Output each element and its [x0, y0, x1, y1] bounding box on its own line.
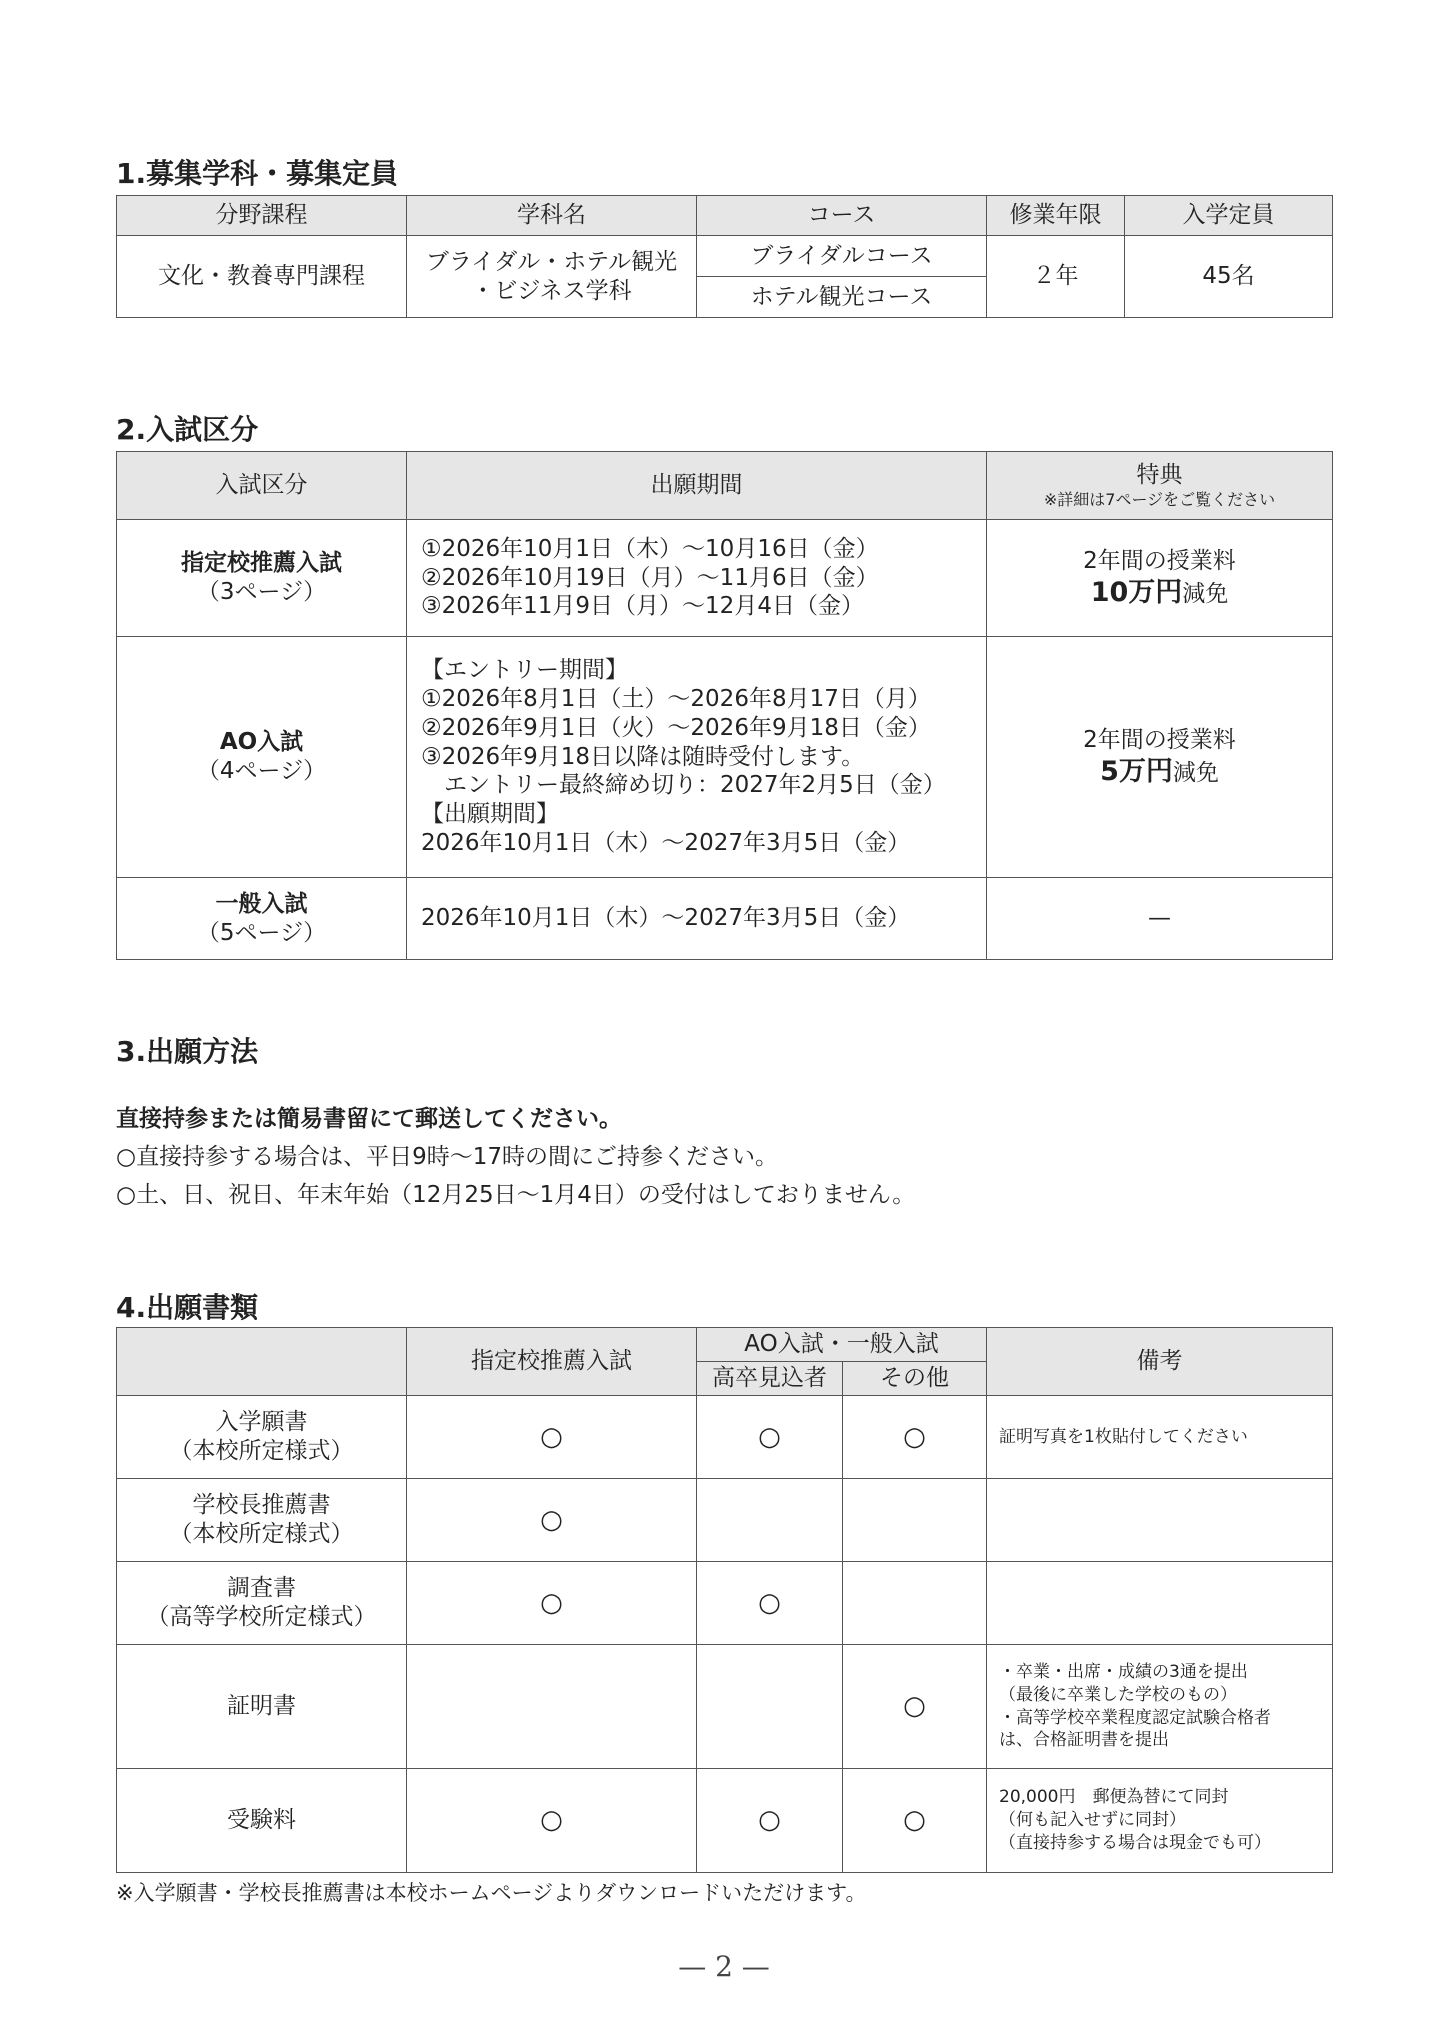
period-line: 【出願期間】 — [421, 801, 559, 828]
course-bridal: ブライダルコース — [697, 236, 987, 277]
dept-cell — [407, 236, 697, 318]
note-line: （直接持参する場合は現金でも可） — [999, 1832, 1271, 1853]
period-line: 2026年10月1日（木）～2027年3月5日（金） — [421, 905, 911, 932]
section-2-title: 2.入試区分 — [116, 413, 259, 446]
empty-cell — [697, 1645, 843, 1769]
period-shiteiko — [407, 520, 987, 637]
benefit-shiteiko — [987, 520, 1333, 637]
header-tokuten — [987, 452, 1333, 520]
required-mark: ○ — [697, 1769, 843, 1873]
period-line: ①2026年8月1日（土）～2026年8月17日（月） — [421, 686, 931, 713]
doc-note — [987, 1396, 1333, 1479]
header-blank — [117, 1328, 407, 1396]
application-item-1: ○直接持参する場合は、平日9時～17時の間にご持参ください。 — [116, 1144, 778, 1170]
note-line: 20,000円 郵便為替にて同封 — [999, 1787, 1229, 1808]
page-number: — 2 — — [678, 1950, 770, 1983]
note-line: 証明写真を1枚貼付してください — [999, 1426, 1248, 1447]
header-period: 出願期間 — [407, 452, 987, 520]
period-ippan — [407, 878, 987, 960]
header-capacity: 入学定員 — [1125, 196, 1333, 236]
exam-ao — [117, 637, 407, 878]
years-cell: ２年 — [987, 236, 1125, 318]
header-dept: 学科名 — [407, 196, 697, 236]
section-3-title: 3.出願方法 — [116, 1035, 259, 1068]
period-line: ①2026年10月1日（木）～10月16日（金） — [421, 535, 879, 562]
doc-note — [987, 1645, 1333, 1769]
header-sonota: その他 — [843, 1362, 987, 1396]
period-line: エントリー最終締め切り：2027年2月5日（金） — [421, 772, 946, 799]
note-line: （何も記入せずに同封） — [999, 1810, 1186, 1831]
header-shiteiko: 指定校推薦入試 — [407, 1328, 697, 1396]
note-line: （最後に卒業した学校のもの） — [999, 1684, 1237, 1705]
benefit-suffix: 減免 — [1182, 580, 1229, 607]
documents-table — [116, 1327, 1333, 1873]
header-kousotsu: 高卒見込者 — [697, 1362, 843, 1396]
doc-format: （高等学校所定様式） — [146, 1604, 377, 1630]
doc-name: 調査書 — [227, 1575, 296, 1602]
exam-name: 指定校推薦入試 — [181, 550, 342, 577]
doc-transcript — [117, 1562, 407, 1645]
required-mark: ○ — [843, 1769, 987, 1873]
header-kubun: 入試区分 — [117, 452, 407, 520]
benefit-suffix: 減免 — [1172, 759, 1219, 786]
exam-page: （3ページ） — [196, 579, 327, 605]
empty-cell — [697, 1479, 843, 1562]
required-mark: ○ — [407, 1562, 697, 1645]
dept-line-2: ・ビジネス学科 — [471, 277, 632, 304]
doc-note — [987, 1769, 1333, 1873]
doc-name: 入学願書 — [215, 1409, 308, 1436]
exam-page: （4ページ） — [196, 758, 327, 784]
benefit-amount: 5万円 — [1100, 755, 1173, 787]
benefit-line: 2年間の授業料 — [1083, 547, 1236, 574]
field-cell: 文化・教養専門課程 — [117, 236, 407, 318]
empty-cell — [407, 1645, 697, 1769]
required-mark: ○ — [407, 1396, 697, 1479]
benefit-ippan: — — [987, 878, 1333, 960]
period-line: ②2026年9月1日（火）～2026年9月18日（金） — [421, 714, 931, 741]
doc-format: （本校所定様式） — [169, 1521, 354, 1547]
exam-name: AO入試 — [219, 729, 304, 756]
doc-certificate: 証明書 — [117, 1645, 407, 1769]
period-line: 2026年10月1日（木）～2027年3月5日（金） — [421, 829, 911, 856]
doc-exam-fee: 受験料 — [117, 1769, 407, 1873]
header-biko: 備考 — [987, 1328, 1333, 1396]
required-mark: ○ — [697, 1396, 843, 1479]
header-ao-ippan: AO入試・一般入試 — [697, 1328, 987, 1362]
header-years: 修業年限 — [987, 196, 1125, 236]
doc-note — [987, 1562, 1333, 1645]
course-hotel: ホテル観光コース — [697, 277, 987, 318]
application-lead: 直接持参または簡易書留にて郵送してください。 — [116, 1106, 622, 1132]
period-line: ②2026年10月19日（月）～11月6日（金） — [421, 564, 879, 591]
period-ao — [407, 637, 987, 878]
section-4-title: 4.出願書類 — [116, 1291, 259, 1324]
note-line: ・卒業・出席・成績の3通を提出 — [999, 1661, 1248, 1682]
exam-shiteiko — [117, 520, 407, 637]
header-course: コース — [697, 196, 987, 236]
tokuten-label: 特典 — [1136, 462, 1183, 489]
doc-format: （本校所定様式） — [169, 1438, 354, 1464]
documents-footnote: ※入学願書・学校長推薦書は本校ホームページよりダウンロードいただけます。 — [116, 1881, 867, 1905]
benefit-ao — [987, 637, 1333, 878]
required-mark: ○ — [843, 1645, 987, 1769]
required-mark: ○ — [843, 1396, 987, 1479]
recruitment-table — [116, 195, 1333, 318]
doc-note — [987, 1479, 1333, 1562]
exam-type-table — [116, 451, 1333, 960]
note-line: ・高等学校卒業程度認定試験合格者 — [999, 1707, 1271, 1728]
capacity-cell: 45名 — [1125, 236, 1333, 318]
application-item-2: ○土、日、祝日、年末年始（12月25日～1月4日）の受付はしておりません。 — [116, 1182, 916, 1208]
benefit-line: 2年間の授業料 — [1083, 726, 1236, 753]
empty-cell — [843, 1479, 987, 1562]
dept-line-1: ブライダル・ホテル観光 — [425, 248, 678, 275]
period-line: 【エントリー期間】 — [421, 657, 628, 684]
period-line: ③2026年9月18日以降は随時受付します。 — [421, 743, 865, 770]
required-mark: ○ — [407, 1479, 697, 1562]
doc-application — [117, 1396, 407, 1479]
tokuten-note: ※詳細は7ページをご覧ください — [1043, 489, 1276, 509]
benefit-amount: 10万円 — [1090, 576, 1183, 608]
required-mark: ○ — [407, 1769, 697, 1873]
required-mark: ○ — [697, 1562, 843, 1645]
empty-cell — [843, 1562, 987, 1645]
exam-name: 一般入試 — [215, 890, 308, 917]
section-1-title: 1.募集学科・募集定員 — [116, 157, 399, 190]
note-line: は、合格証明書を提出 — [999, 1730, 1169, 1751]
exam-page: （5ページ） — [196, 919, 327, 946]
doc-recommendation — [117, 1479, 407, 1562]
exam-ippan — [117, 878, 407, 960]
header-field: 分野課程 — [117, 196, 407, 236]
period-line: ③2026年11月9日（月）～12月4日（金） — [421, 593, 864, 620]
doc-name: 学校長推薦書 — [192, 1492, 331, 1519]
